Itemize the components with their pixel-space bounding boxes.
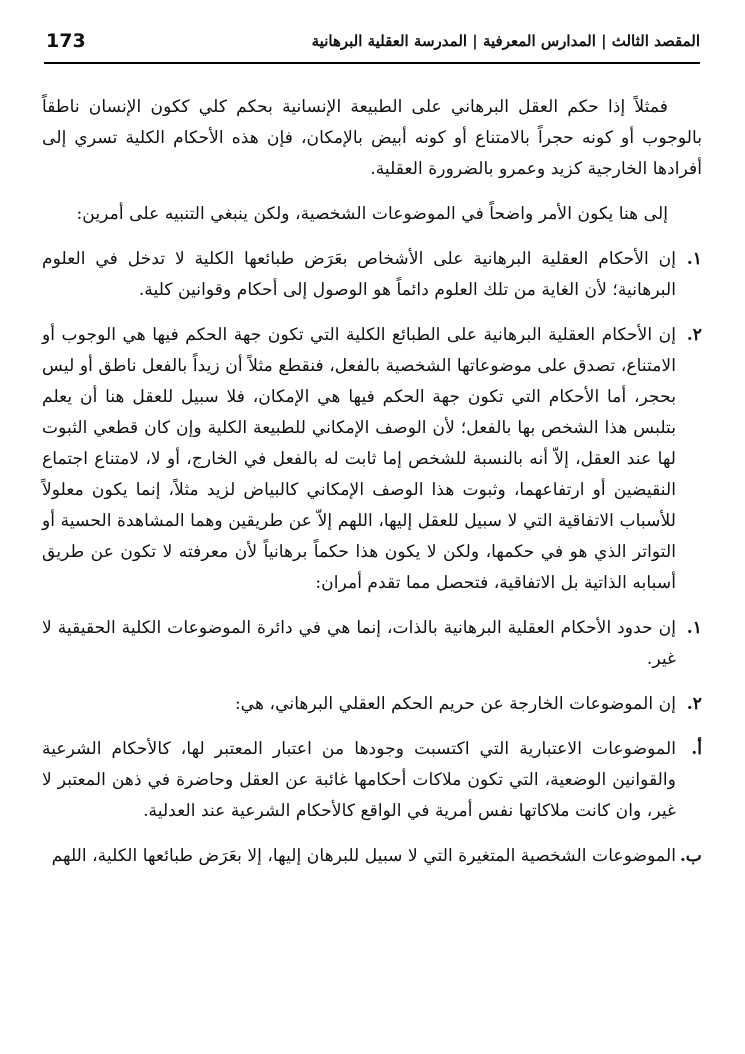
list-marker: ١. xyxy=(686,249,702,269)
running-head: المقصد الثالث | المدارس المعرفية | المدرسة العقلية البرهانية xyxy=(311,32,700,50)
list-item-text: الموضوعات الاعتبارية التي اكتسبت وجودها من اعتبار المعتبر لها، كالأحكام الشرعية والقوانين الوضعية، التي تكون ملاكات أحكامها غائبة عن العقل وحاضرة في ذهن المعتبر لا غير، وان كانت ملاكاتها نفس أمرية في الواقع كالأحكام الشرعية عند العدلية. xyxy=(42,739,676,821)
list-item xyxy=(42,734,702,827)
page-number: 173 xyxy=(46,30,86,52)
list-marker: ٢. xyxy=(686,694,702,714)
header-rule xyxy=(44,62,700,64)
paragraph-intro: إلى هنا يكون الأمر واضحاً في الموضوعات الشخصية، ولكن ينبغي التنبيه على أمرين: xyxy=(76,204,668,224)
page-header xyxy=(46,22,700,62)
page-body xyxy=(42,92,702,886)
list-item xyxy=(42,320,702,599)
list-item-text: إن الأحكام العقلية البرهانية على الأشخاص بعَرَض طبائعها الكلية لا تدخل في العلوم البرهانية؛ لأن الغاية من تلك العلوم دائماً هو الوصول إلى أحكام وقوانين كلية. xyxy=(42,249,676,300)
list-item-text: إن الموضوعات الخارجة عن حريم الحكم العقلي البرهاني، هي: xyxy=(234,694,676,714)
list-item xyxy=(42,244,702,306)
list-item-text: إن الأحكام العقلية البرهانية على الطبائع الكلية التي تكون جهة الحكم فيها هي الوجوب أو الامتناع، تصدق على موضوعاتها الشخصية بالفعل، فنقطع مثلاً أن زيداً بالفعل ناطق أو ليس بحجر، أما الأحكام التي تكون جهة الحكم فيها هي الإمكان، فلا سبيل للعقل هنا أن يعلم بتلبس هذا الشخص بها بالفعل؛ لأن الوصف الإمكاني للطبيعة الكلية وإن كان قطعي الثبوت لها عند العقل، إلاّ أنه بالنسبة للشخص إما ثابت له بالفعل في الخارج، أو لا، لامتناع اجتماع النقيضين أو ارتفاعهما، وثبوت هذا الوصف الإمكاني كالبياض لزيد مثلاً، إنما يكون معلولاً للأسباب الاتفاقية التي لا سبيل للعقل إليها، اللهم إلاّ عن طريقين وهما المشاهدة الحسية أو التواتر الذي هو في حكمها، ولكن لا يكون هذا حكماً برهانياً لأن معرفته لا تكون عن طريق أسبابه الذاتية بل الاتفاقية، فتحصل مما تقدم أمران: xyxy=(42,325,676,593)
list-marker: أ. xyxy=(691,739,702,759)
paragraph-example: فمثلاً إذا حكم العقل البرهاني على الطبيعة الإنسانية بحكم كلي ككون الإنسان ناطقاً بالوجوب أو كونه حجراً بالامتناع أو كونه أبيض بالإمكان، فإن هذه الأحكام الكلية تسري إلى أفرادها الخارجية كزيد وعمرو بالضرورة العقلية. xyxy=(42,97,702,179)
list-marker: ٢. xyxy=(686,325,702,345)
list-item-text: الموضوعات الشخصية المتغيرة التي لا سبيل للبرهان إليها، إلا بعَرَض طبائعها الكلية، اللهم xyxy=(51,846,676,866)
list-item xyxy=(42,689,702,720)
list-item-text: إن حدود الأحكام العقلية البرهانية بالذات، إنما هي في دائرة الموضوعات الكلية الحقيقية لا غير. xyxy=(42,618,676,669)
list-item xyxy=(42,613,702,675)
list-marker: ب. xyxy=(679,846,702,866)
list-item xyxy=(42,841,702,872)
list-marker: ١. xyxy=(686,618,702,638)
